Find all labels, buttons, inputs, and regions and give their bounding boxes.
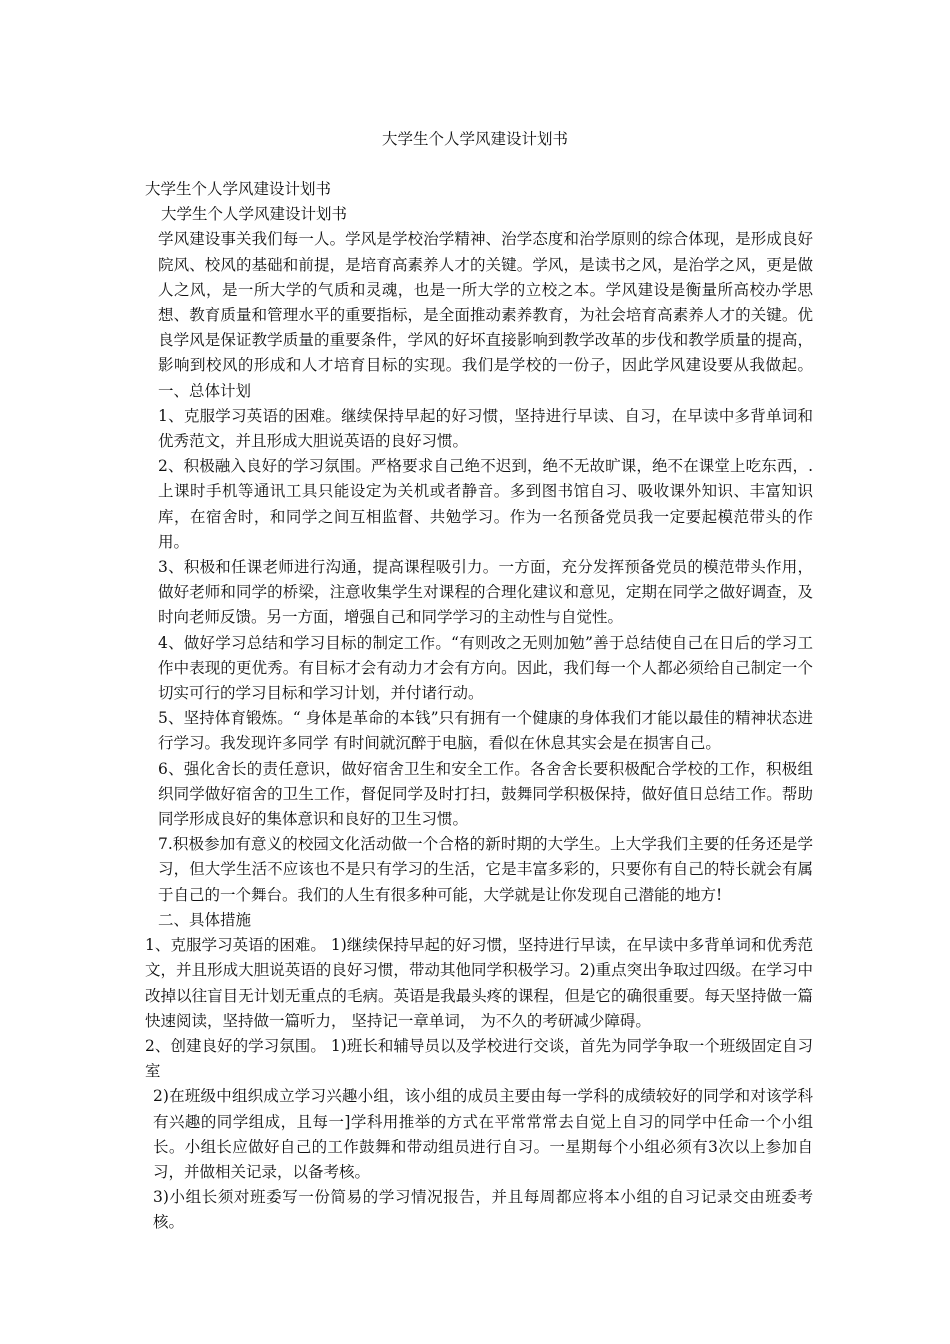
plan-item-2: 2、积极融入良好的学习氛围。严格要求自己绝不迟到，绝不无故旷课，绝不在课堂上吃东西，. 上课时手机等通讯工具只能设定为关机或者静音。多到图书馆自习、吸收课外知识、丰富知识库，在宿舍时，和同学之间互相监督、共勉学习。作为一名预备党员我一定要起模范带头的作用。 xyxy=(158,457,813,551)
plan-item-1: 1、克服学习英语的困难。继续保持早起的好习惯，坚持进行早读、自习，在早读中多背单词和优秀范文，并且形成大胆说英语的良好习惯。 xyxy=(158,406,813,451)
heading-2: 大学生个人学风建设计划书 xyxy=(161,205,348,224)
section-2-heading: 二、具体措施 xyxy=(158,910,252,929)
plan-item-5: 5、坚持体育锻炼。“ 身体是革命的本钱”只有拥有一个健康的身体我们才能以最佳的精神状态进行学习。我发现许多同学 有时间就沉醉于电脑，看似在休息其实会是在损害自己。 xyxy=(158,709,813,753)
plan-item-6: 6、强化舍长的责任意识，做好宿舍卫生和安全工作。各舍舍长要积极配合学校的工作，积极组织同学做好宿舍的卫生工作，督促同学及时打扫，鼓舞同学积极保持，做好值日总结工作。帮助同学形成良好的集体意识和良好的卫生习惯。 xyxy=(158,759,813,829)
measure-2: 2、创建良好的学习氛围。 1)班长和辅导员以及学校进行交谈，首先为同学争取一个班级固定自习室 xyxy=(145,1036,813,1081)
measure-2-sub-2: 2)在班级中组织成立学习兴趣小组，该小组的成员主要由每一学科的成绩较好的同学和对该学科有兴趣的同学组成，且每一]学科用推举的方式在平常常常去自觉上自习的同学中任命一个小组长。小组长应做好自己的工作鼓舞和带动组员进行自习。一星期每个小组必须有3次以上参加自习，并做相关记录，以备考核。 xyxy=(153,1087,813,1181)
plan-item-3: 3、积极和任课老师进行沟通，提高课程吸引力。一方面，充分发挥预备党员的模范带头作用，做好老师和同学的桥梁，注意收集学生对课程的合理化建议和意见，定期在同学之做好调查，及时向老师反馈。另一方面，增强自己和同学学习的主动性与自觉性。 xyxy=(158,558,813,627)
plan-item-7: 7.积极参加有意义的校园文化活动做一个合格的新时期的大学生。上大学我们主要的任务还是学习，但大学生活不应该也不是只有学习的生活，它是丰富多彩的，只要你有自己的特长就会有属于自己的一个舞台。我们的人生有很多种可能，大学就是让你发现自己潜能的地方! xyxy=(158,835,813,904)
measure-1: 1、克服学习英语的困难。 1)继续保持早起的好习惯，坚持进行早读，在早读中多背单词和优秀范文，并且形成大胆说英语的良好习惯，带动其他同学积极学习。2)重点突出争取过四级。在学习中改掉以往盲目无计划无重点的毛病。英语是我最头疼的课程，但是它的确很重要。每天坚持做一篇快速阅读，坚持做一篇听力， 坚持记一章单词， 为不久的考研减少障碍。 xyxy=(145,936,813,1030)
intro-paragraph: 学风建设事关我们每一人。学风是学校治学精神、治学态度和治学原则的综合体现，是形成良好院风、校风的基础和前提，是培育高素养人才的关键。学风，是读书之风，是治学之风，更是做人之风，是一所大学的气质和灵魂，也是一所大学的立校之本。学风建设是衡量所高校办学思想、教育质量和管理水平的重要指标，是全面推动素养教育，为社会培育高素养人才的关键。优良学风是保证教学质量的重要条件，学风的好坏直接影响到教学改革的步伐和教学质量的提高，影响到校风的形成和人才培育目标的实现。我们是学校的一份子，因此学风建设要从我做起。一、总体计划 xyxy=(158,230,813,400)
measure-2-sub-3: 3)小组长须对班委写一份简易的学习情况报告，并且每周都应将本小组的自习记录交由班委考核。 xyxy=(153,1188,813,1232)
plan-item-4: 4、做好学习总结和学习目标的制定工作。“有则改之无则加勉”善于总结使自己在日后的学习工作中表现的更优秀。有目标才会有动力才会有方向。因此，我们每一个人都必须给自己制定一个切实可行的学习目标和学习计划，并付诸行动。 xyxy=(158,633,813,703)
document-body xyxy=(145,177,813,1236)
document-title: 大学生个人学风建设计划书 xyxy=(381,130,568,148)
heading-1: 大学生个人学风建设计划书 xyxy=(145,180,332,198)
